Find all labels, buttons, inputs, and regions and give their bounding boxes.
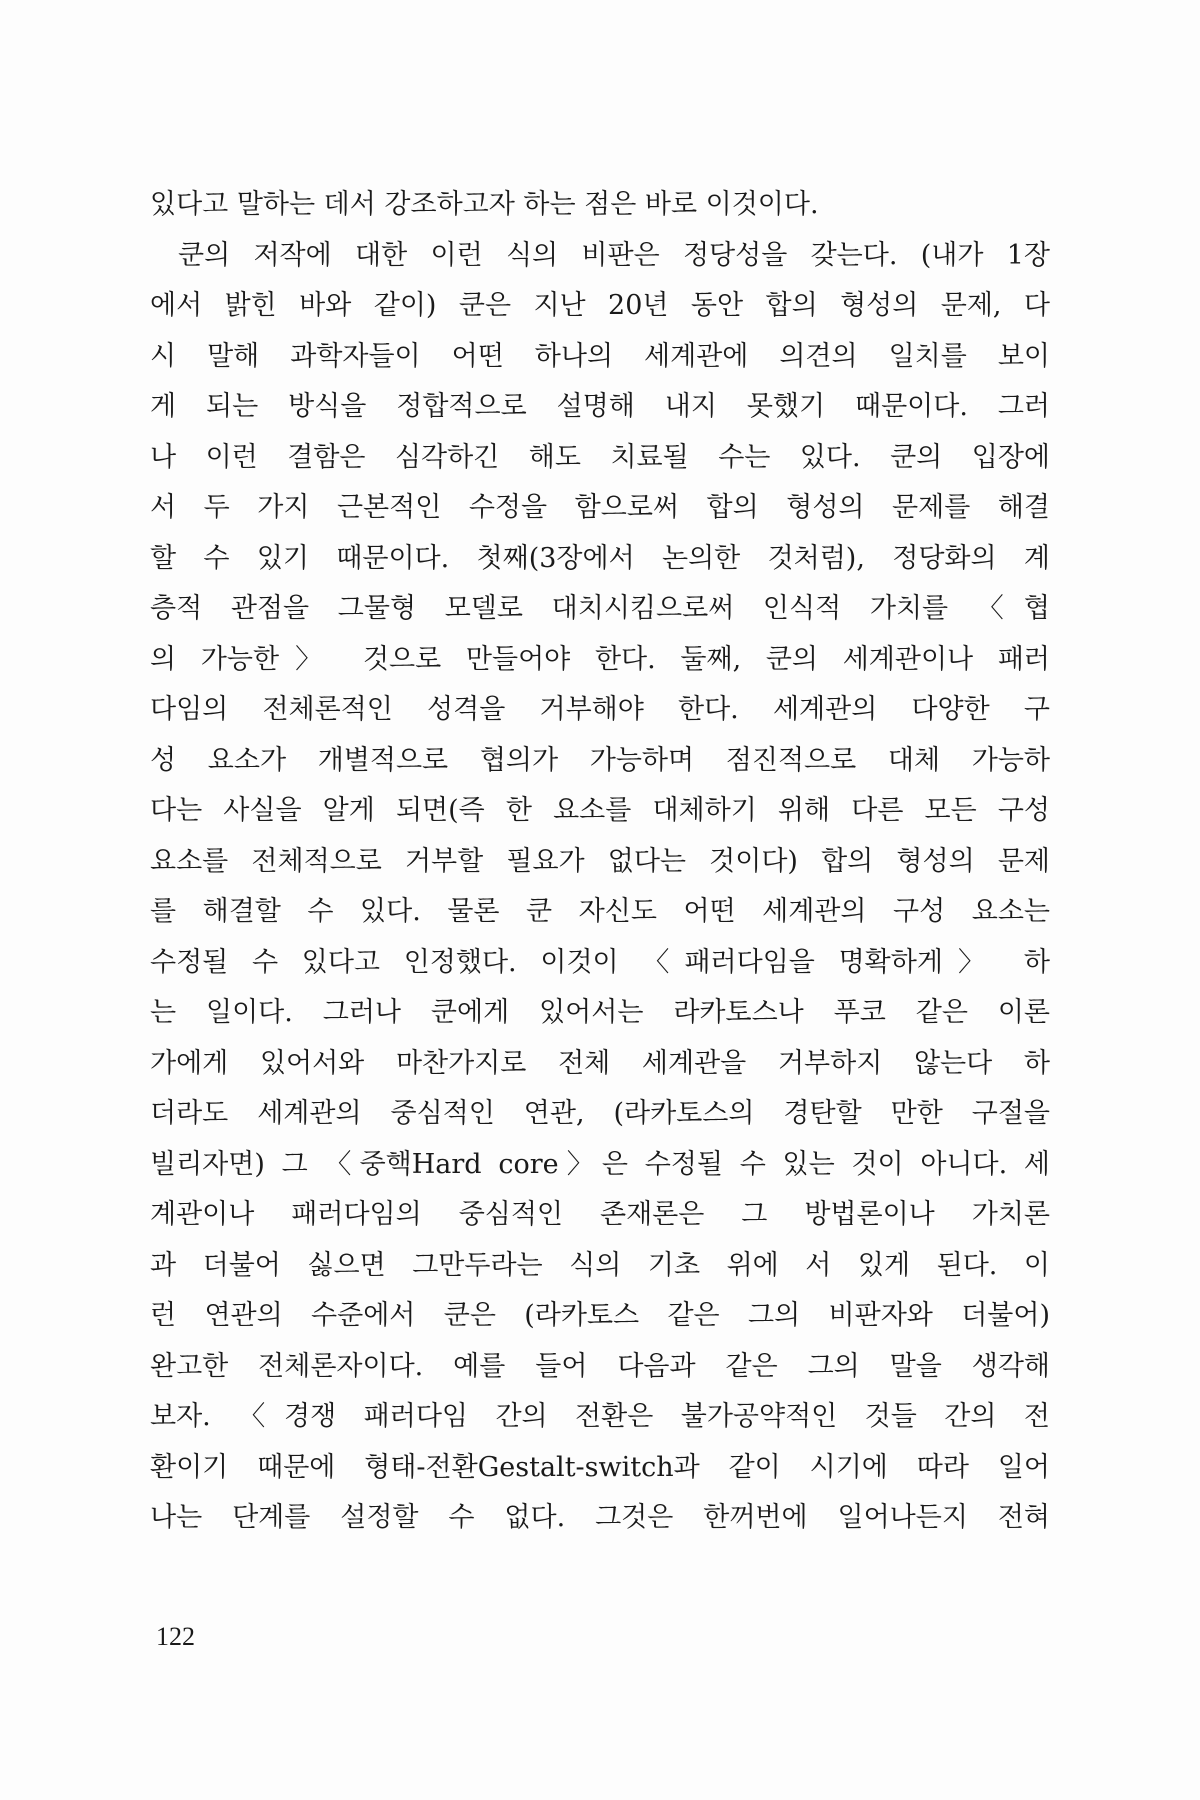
text-line: 완고한 전체론자이다. 예를 들어 다음과 같은 그의 말을 생각해 (150, 1350, 1050, 1382)
text-line: 요소를 전체적으로 거부할 필요가 없다는 것이다) 합의 형성의 문제 (150, 845, 1050, 877)
text-line: 가에게 있어서와 마찬가지로 전체 세계관을 거부하지 않는다 하 (150, 1047, 1050, 1079)
text-line: 쿤의 저작에 대한 이런 식의 비판은 정당성을 갖는다. (내가 1장 (178, 239, 1050, 271)
page-number: 122 (156, 1622, 195, 1651)
text-line: 다는 사실을 알게 되면(즉 한 요소를 대체하기 위해 다른 모든 구성 (150, 795, 1050, 826)
text-line: 다임의 전체론적인 성격을 거부해야 한다. 세계관의 다양한 구 (150, 694, 1050, 725)
text-line: 있다고 말하는 데서 강조하고자 하는 점은 바로 이것이다. (150, 189, 819, 220)
text-line: 의 가능한〉 것으로 만들어야 한다. 둘째, 쿤의 세계관이나 패러 (150, 643, 1050, 675)
text-line: 게 되는 방식을 정합적으로 설명해 내지 못했기 때문이다. 그러 (150, 391, 1050, 422)
body-text (150, 180, 1050, 1544)
text-line: 환이기 때문에 형태-전환Gestalt-switch과 같이 시기에 따라 일어 (150, 1451, 1050, 1483)
text-line: 서 두 가지 근본적인 수정을 함으로써 합의 형성의 문제를 해결 (150, 492, 1050, 523)
text-line: 층적 관점을 그물형 모델로 대치시킴으로써 인식적 가치를 〈협 (150, 593, 1050, 624)
text-line: 에서 밝힌 바와 같이) 쿤은 지난 20년 동안 합의 형성의 문제, 다 (150, 290, 1050, 321)
text-line: 더라도 세계관의 중심적인 연관, (라카토스의 경탄할 만한 구절을 (150, 1098, 1050, 1129)
text-line: 할 수 있기 때문이다. 첫째(3장에서 논의한 것처럼), 정당화의 계 (150, 542, 1050, 574)
text-line: 나 이런 결함은 심각하긴 해도 치료될 수는 있다. 쿤의 입장에 (150, 441, 1050, 473)
text-line: 성 요소가 개별적으로 협의가 가능하며 점진적으로 대체 가능하 (150, 744, 1050, 776)
text-line: 보자. 〈경쟁 패러다임 간의 전환은 불가공약적인 것들 간의 전 (150, 1401, 1050, 1432)
text-line: 계관이나 패러다임의 중심적인 존재론은 그 방법론이나 가치론 (150, 1199, 1050, 1230)
text-line: 나는 단계를 설정할 수 없다. 그것은 한꺼번에 일어나든지 전혀 (150, 1502, 1050, 1533)
text-line: 는 일이다. 그러나 쿤에게 있어서는 라카토스나 푸코 같은 이론 (150, 997, 1050, 1028)
text-line: 런 연관의 수준에서 쿤은 (라카토스 같은 그의 비판자와 더불어) (150, 1300, 1050, 1331)
text-line: 빌리자면) 그 〈중핵Hard core〉은 수정될 수 있는 것이 아니다. 세 (150, 1148, 1050, 1180)
text-line: 시 말해 과학자들이 어떤 하나의 세계관에 의견의 일치를 보이 (150, 340, 1050, 372)
text-line: 수정될 수 있다고 인정했다. 이것이 〈패러다임을 명확하게〉 하 (150, 946, 1050, 978)
text-line: 과 더불어 싫으면 그만두라는 식의 기초 위에 서 있게 된다. 이 (150, 1249, 1050, 1281)
text-line: 를 해결할 수 있다. 물론 쿤 자신도 어떤 세계관의 구성 요소는 (150, 896, 1050, 927)
